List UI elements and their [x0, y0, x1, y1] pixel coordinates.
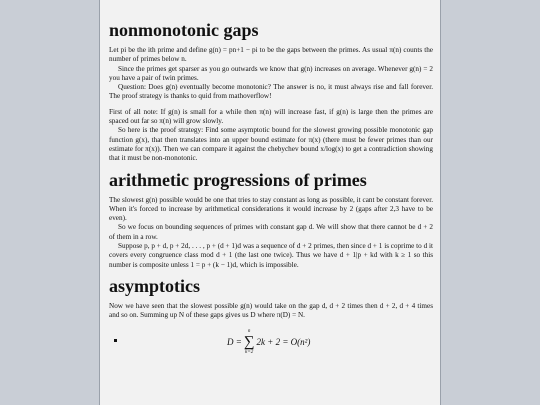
paragraph: So here is the proof strategy: Find some asymptotic bound for the slowest growing possible monotonic gap function g(x), that then translates into an upper bound estimate for π(x) (there must be fewer primes than our estimate for π(x)). Then we can compare it against the chebychev bound x/log(x) to get a contradiction showing that it must be non-monotonic. [109, 126, 433, 163]
document-page [99, 0, 441, 405]
formula [227, 329, 310, 356]
paragraph: So we focus on bounding sequences of primes with constant gap d. We will show that there cannot be d + 2 of them in a row. [109, 223, 433, 241]
paragraph: First of all note: If g(n) is small for a while then π(n) will increase fast, if g(n) is large then the primes are spaced out far so π(n) will grow slowly. [109, 107, 433, 126]
section-title: nonmonotonic gaps [109, 20, 259, 40]
formula-lhs: D = [227, 337, 242, 348]
paragraph: Suppose p, p + d, p + 2d, . . . , p + (d + 1)d was a sequence of d + 2 primes, then since d + 1 is coprime to d it covers every congruence class mod d + 1 (the last one twice). Thus we have d + 1|p + kd with k ≥ 1 so this number is composite unless 1 = p + (k − 1)d, which is impossible. [109, 242, 433, 269]
paragraph: Question: Does g(n) eventually become monotonic? The answer is no, it must always rise and fall forever. The proof strategy is thanks to quid from mathoverflow! [109, 83, 433, 101]
paragraph: Let pi be the ith prime and define g(n) = pn+1 − pi to be the gaps between the primes. As usual π(n) counts the number of primes below n. [109, 46, 433, 64]
formula-rhs: 2k + 2 = O(n²) [256, 337, 311, 348]
display-equation [109, 325, 433, 361]
sum-lower-limit: k=2 [245, 349, 254, 355]
paragraph: The slowest g(n) possible would be one that tries to stay constant as long as possible, it cant be constant forever. When it's forced to increase by arithmetical considerations it would increase by 2 (gaps after 2,3 have to be even). [109, 195, 433, 223]
paragraph: Since the primes get sparser as you go outwards we know that g(n) increases on average. Whenever g(n) = 2 you have a pair of twin primes. [109, 64, 433, 82]
section-title: asymptotics [109, 275, 200, 296]
sum-upper-limit: n [247, 328, 251, 334]
paragraph: Now we have seen that the slowest possible g(n) would take on the gap d, d + 2 times then d + 2, d + 4 times and so on. Summing up N of these gaps gives us D where π(D) = N. [109, 301, 433, 320]
summation [244, 329, 255, 356]
sigma-symbol: ∑ [243, 333, 255, 350]
bullet-icon [114, 339, 117, 342]
section-title: arithmetic progressions of primes [109, 169, 367, 190]
